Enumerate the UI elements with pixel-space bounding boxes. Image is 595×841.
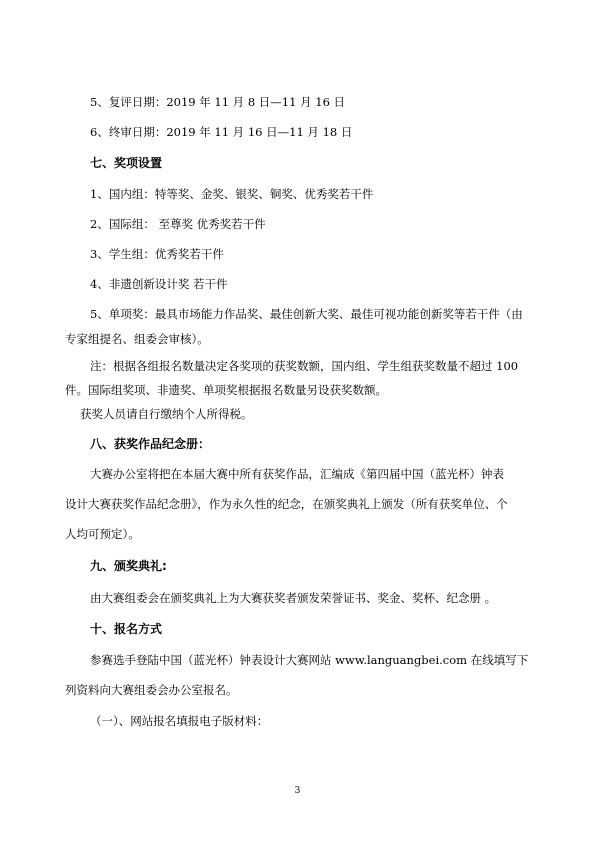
award-international-line: 2、国际组： 至尊奖 优秀奖若干件 bbox=[90, 217, 266, 231]
section-10-heading: 十、报名方式 bbox=[90, 622, 163, 636]
album-para-line: 大赛办公室将把在本届大赛中所有获奖作品，汇编成《第四届中国（蓝光杯）钟表 bbox=[90, 467, 504, 481]
award-single-line-cont: 专家组提名、组委会审核）。 bbox=[65, 332, 209, 346]
award-heritage-line: 4、非遗创新设计奖 若干件 bbox=[90, 277, 228, 291]
award-student-line: 3、学生组：优秀奖若干件 bbox=[90, 247, 224, 261]
note-line-cont: 件。国际组奖项、非遗奖、单项奖根据报名数量另设获奖数额。 bbox=[65, 383, 387, 397]
note-line: 注：根据各组报名数量决定各奖项的获奖数额，国内组、学生组获奖数量不超过 100 bbox=[90, 359, 519, 373]
ceremony-line: 由大赛组委会在颁奖典礼上为大赛获奖者颁发荣誉证书、奖金、奖杯、纪念册 。 bbox=[90, 591, 497, 605]
signup-line: 参赛选手登陆中国（蓝光杯）钟表设计大赛网站 www.languangbei.com 在线填写下 bbox=[90, 653, 529, 667]
section-7-heading: 七、奖项设置 bbox=[90, 156, 163, 170]
section-9-heading: 九、颁奖典礼: bbox=[90, 559, 167, 573]
album-para-line-2: 设计大赛获奖作品纪念册》，作为永久性的纪念，在颁奖典礼上颁发（所有获奖单位、个 bbox=[65, 497, 508, 511]
tax-note-line: 获奖人员请自行缴纳个人所得税。 bbox=[80, 407, 253, 421]
signup-line-cont: 列资料向大赛组委会办公室报名。 bbox=[65, 683, 238, 697]
page-number: 3 bbox=[294, 786, 301, 796]
album-para-line-3: 人均可预定）。 bbox=[65, 527, 140, 541]
award-single-line: 5、单项奖：最具市场能力作品奖、最佳创新大奖、最佳可视功能创新奖等若干件（由 bbox=[90, 307, 523, 321]
review-date-line: 5、复评日期：2019 年 11 月 8 日—11 月 16 日 bbox=[90, 95, 346, 109]
section-8-heading: 八、获奖作品纪念册： bbox=[90, 437, 211, 451]
award-domestic-line: 1、国内组：特等奖、金奖、银奖、铜奖、优秀奖若干件 bbox=[90, 187, 374, 201]
final-date-line: 6、终审日期：2019 年 11 月 16 日—11 月 18 日 bbox=[90, 125, 353, 139]
signup-subsection-line: （一）、网站报名填报电子版材料： bbox=[90, 714, 269, 728]
